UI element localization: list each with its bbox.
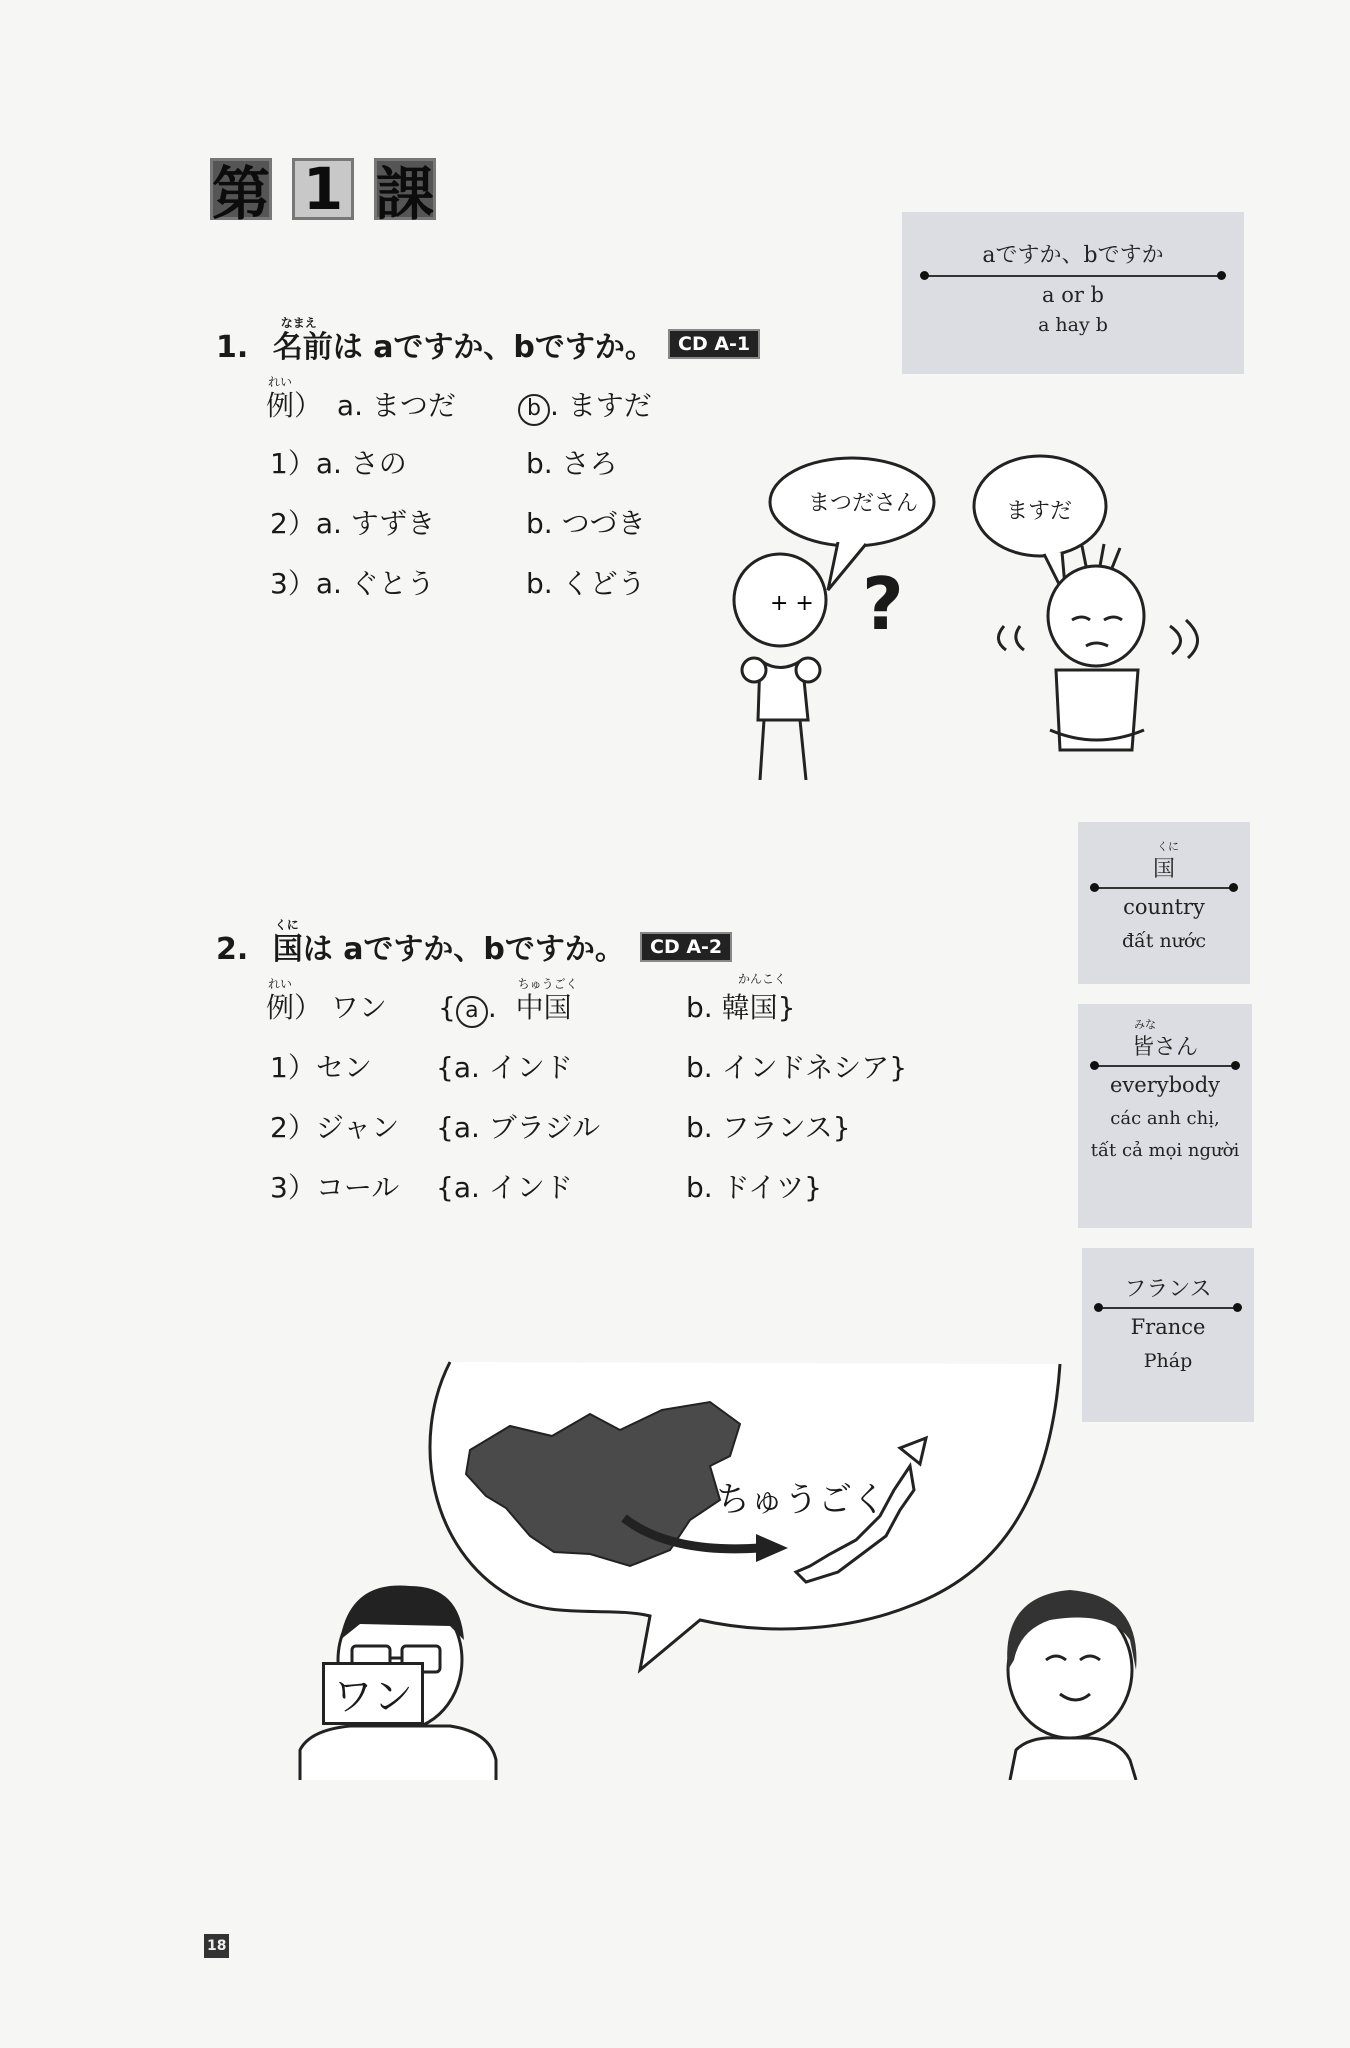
exercise1-title-rest: aですか、bですか。 xyxy=(373,330,655,365)
map-label: ちゅうごく xyxy=(716,1480,886,1520)
circled-answer: a xyxy=(456,996,488,1028)
card-divider xyxy=(1094,887,1234,889)
grammar-card-vi: a hay b xyxy=(1038,314,1108,336)
shirt-label: ワン xyxy=(322,1662,424,1725)
list-item: 1）セン {a. インド b. インドネシア} xyxy=(270,1051,908,1084)
svg-text:+ +: + + xyxy=(770,591,814,616)
exercise1-title-kanji: なまえ 名前は xyxy=(272,316,363,365)
example-name: ワン xyxy=(330,991,387,1024)
grammar-card xyxy=(902,212,1244,374)
question-mark: ? xyxy=(862,562,904,646)
example-option-a: a. まつだ xyxy=(336,389,456,422)
list-item: 2）ジャン {a. ブラジル b. フランス} xyxy=(270,1111,851,1144)
illustration-characters xyxy=(720,450,1240,780)
example-option-b: かんこく b. 韓国} xyxy=(686,972,796,1024)
card-divider xyxy=(924,275,1222,277)
example-label: れい 例） xyxy=(266,977,323,1024)
card-divider xyxy=(1094,1065,1236,1067)
exercise1-items xyxy=(270,442,646,622)
exercise1-number: 1. xyxy=(216,330,249,365)
card-divider xyxy=(1098,1307,1238,1309)
exercise2-title xyxy=(216,918,625,968)
exercise2-items xyxy=(270,1046,970,1226)
exercise2-ruby: くに xyxy=(274,918,299,932)
exercise1-ruby: なまえ xyxy=(280,316,317,330)
page-number: 18 xyxy=(204,1934,229,1958)
exercise2-title-kanji: くに 国は xyxy=(272,918,333,967)
list-item: 3）a. ぐとう b. くどう xyxy=(270,567,646,600)
vocab-card-country: くに 国 country đất nước xyxy=(1078,822,1250,984)
circled-answer: b xyxy=(518,394,550,426)
list-item: 3）コール {a. インド b. ドイツ} xyxy=(270,1171,822,1204)
example-option-b: b . ますだ xyxy=(518,384,652,426)
illustration-map xyxy=(290,1340,1190,1780)
exercise2-number: 2. xyxy=(216,932,249,967)
exercise2-example xyxy=(266,972,826,1036)
lesson-prefix: 第 xyxy=(211,160,270,228)
grammar-card-en: a or b xyxy=(1042,283,1104,307)
bubble-left-text: まつださん xyxy=(808,491,919,516)
bubble-right-text: ますだ xyxy=(1006,499,1073,524)
lesson-number: 1 xyxy=(292,158,354,220)
list-item: 2）a. すずき b. つづき xyxy=(270,507,646,540)
cd-badge-a2: CD A-2 xyxy=(640,932,732,962)
exercise1-title xyxy=(216,316,655,366)
list-item: 1）a. さの b. さろ xyxy=(270,447,618,480)
vocab-card-everybody: みな 皆さん everybody các anh chị, tất cả mọi người xyxy=(1078,1004,1252,1228)
exercise1-example xyxy=(266,375,706,424)
example-option-a: { a . ちゅうごく 中国 xyxy=(438,986,572,1028)
vocab-card-france: フランス France Pháp xyxy=(1082,1248,1254,1422)
lesson-header xyxy=(210,155,436,228)
grammar-card-jp: aですか、bですか xyxy=(982,243,1164,268)
example-label: れい 例） xyxy=(266,375,323,422)
lesson-suffix: 課 xyxy=(375,160,434,228)
exercise2-title-rest: aですか、bですか。 xyxy=(343,932,625,967)
cd-badge-a1: CD A-1 xyxy=(668,329,760,359)
